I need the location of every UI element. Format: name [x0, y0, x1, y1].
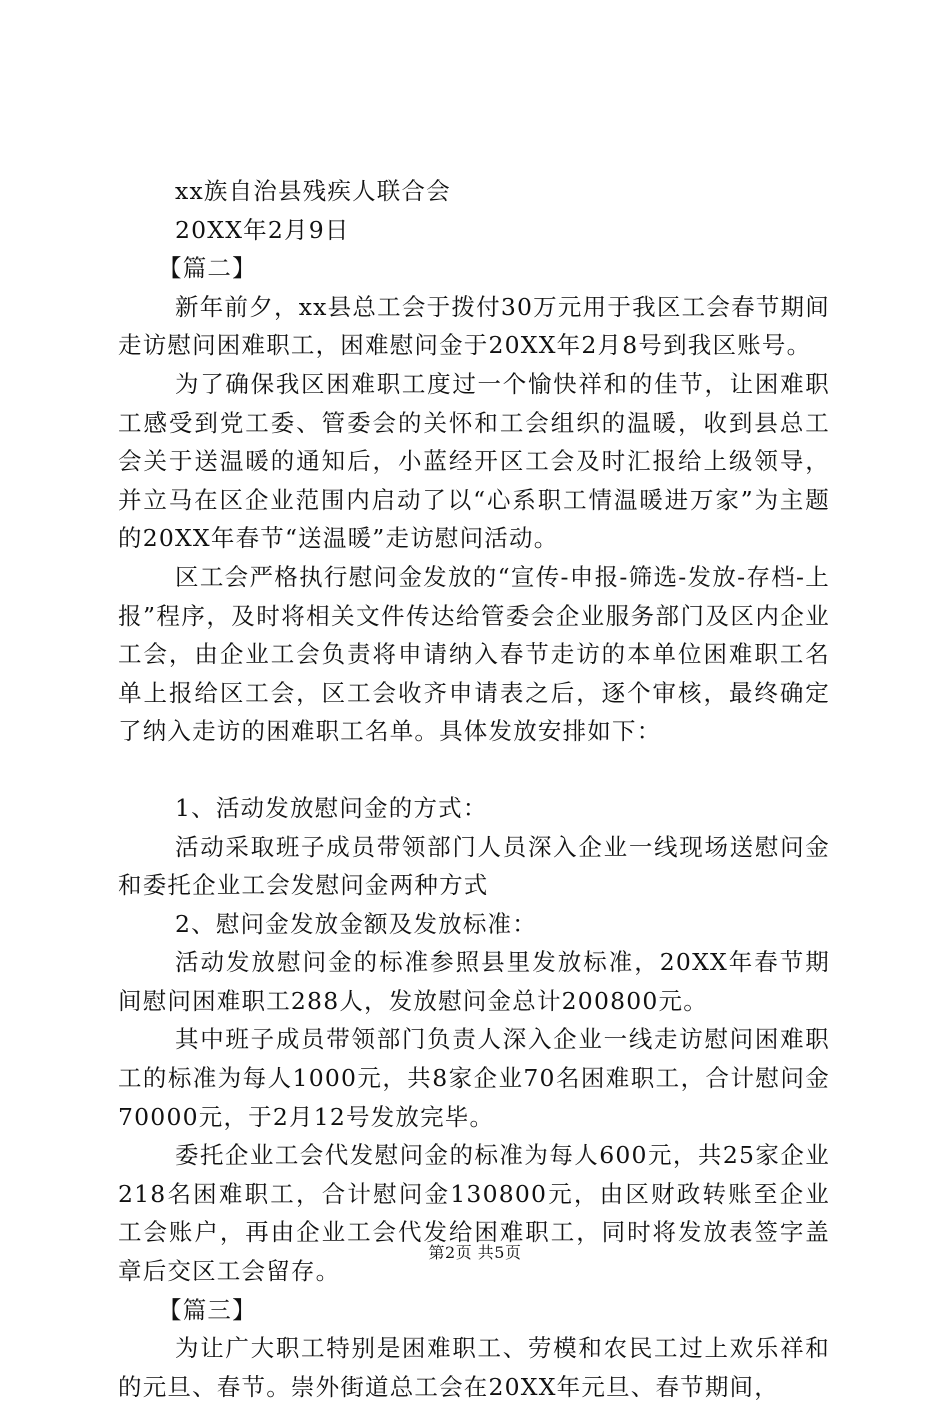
section-heading-3: 【篇三】	[158, 1295, 257, 1324]
paragraph-3: 区工会严格执行慰问金发放的“宣传-申报-筛选-发放-存档-上报”程序，及时将相关文件传达给管委会企业服务部门及区内企业工会，由企业工会负责将申请纳入春节走访的本单位困难职工名单上报给区工会，区工会收齐申请表之后，逐个审核，最终确定了纳入走访的困难职工名单。具体发放安排如下：	[118, 562, 830, 746]
list-item-2-text-a: 活动发放慰问金的标准参照县里发放标准，20XX年春节期间慰问困难职工288人，发放慰问金总计200800元。	[118, 948, 830, 1015]
page-footer: 第2页 共5页	[428, 1243, 522, 1262]
document-body	[118, 172, 830, 1406]
date-line: 20XX年2月9日	[175, 215, 350, 244]
list-item-1-heading: 1、活动发放慰问金的方式：	[175, 793, 488, 822]
list-item-1-text: 活动采取班子成员带领部门人员深入企业一线现场送慰问金和委托企业工会发慰问金两种方式	[118, 832, 830, 900]
list-item-2-text-c: 委托企业工会代发慰问金的标准为每人600元，共25家企业218名困难职工，合计慰问金130800元，由区财政转账至企业工会账户，再由企业工会代发给困难职工，同时将发放表签字盖章后交区工会留存。	[118, 1141, 830, 1286]
section-heading-2: 【篇二】	[158, 254, 257, 283]
org-signature-line: xx族自治县残疾人联合会	[175, 177, 451, 205]
paragraph-last: 为让广大职工特别是困难职工、劳模和农民工过上欢乐祥和的元旦、春节。崇外街道总工会在20XX年元旦、春节期间，	[118, 1334, 830, 1401]
paragraph-2: 为了确保我区困难职工度过一个愉快祥和的佳节，让困难职工感受到党工委、管委会的关怀和工会组织的温暖，收到县总工会关于送温暖的通知后，小蓝经开区工会及时汇报给上级领导，并立马在区企业范围内启动了以“心系职工情温暖进万家”为主题的20XX年春节“送温暖”走访慰问活动。	[118, 369, 830, 553]
list-item-2-heading: 2、慰问金发放金额及发放标准：	[175, 909, 537, 938]
blank-line	[118, 751, 830, 789]
paragraph-1: 新年前夕，xx县总工会于拨付30万元用于我区工会春节期间走访慰问困难职工，困难慰问金于20XX年2月8号到我区账号。	[118, 292, 830, 360]
list-item-2-text-b: 其中班子成员带领部门负责人深入企业一线走访慰问困难职工的标准为每人1000元，共8家企业70名困难职工，合计慰问金70000元，于2月12号发放完毕。	[118, 1025, 830, 1131]
